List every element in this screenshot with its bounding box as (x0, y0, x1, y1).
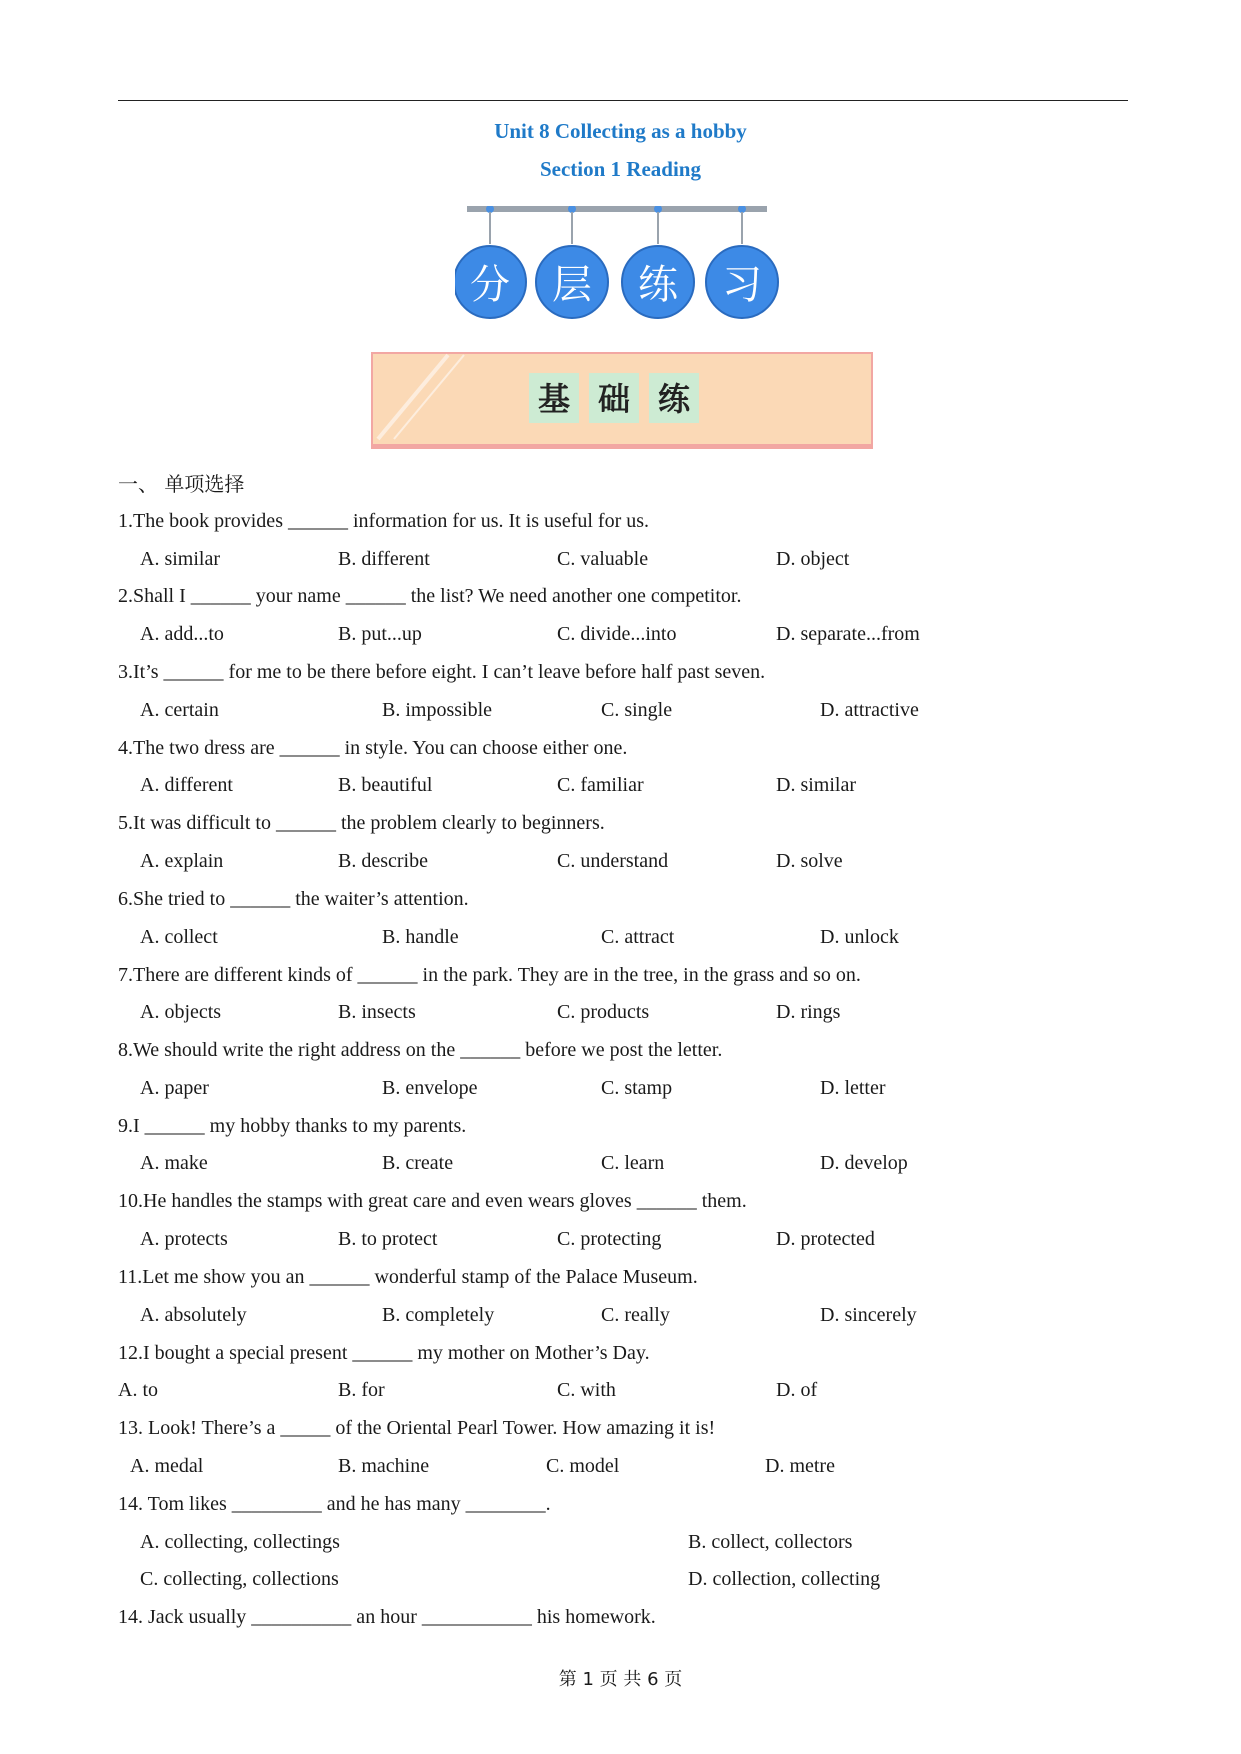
badge-tile-1 (529, 373, 579, 423)
option-6a: A. collect (140, 926, 218, 948)
option-8c: C. stamp (601, 1077, 673, 1099)
layered-practice-banner (455, 206, 790, 326)
option-5c: C. understand (557, 850, 669, 872)
page-footer: 第 1 页 共 6 页 (558, 1669, 683, 1690)
option-8b: B. envelope (382, 1077, 478, 1099)
question-10: 10.He handles the stamps with great care and even wears gloves ______ them. (118, 1190, 747, 1212)
option-3d: D. attractive (820, 699, 919, 721)
option-14d: D. collection, collecting (688, 1568, 881, 1590)
badge-shadow (372, 444, 872, 449)
basic-practice-badge (368, 349, 876, 452)
option-9c: C. learn (601, 1152, 665, 1174)
option-4c: C. familiar (557, 774, 644, 796)
question-5: 5.It was difficult to ______ the problem clearly to beginners. (118, 812, 605, 834)
badge-tile-3 (649, 373, 699, 423)
question-11: 11.Let me show you an ______ wonderful stamp of the Palace Museum. (118, 1266, 698, 1288)
part-label: 一、 单项选择 (118, 472, 245, 496)
unit-title: Unit 8 Collecting as a hobby (494, 119, 747, 143)
banner-char-1: 分 (470, 262, 510, 308)
option-9b: B. create (382, 1152, 454, 1174)
option-10a: A. protects (140, 1228, 228, 1250)
question-4: 4.The two dress are ______ in style. You can choose either one. (118, 737, 628, 759)
banner-char-4: 习 (722, 262, 762, 308)
option-1c: C. valuable (557, 548, 649, 570)
banner-circle-1 (455, 246, 526, 318)
header-rule (118, 100, 1128, 101)
option-11c: C. really (601, 1304, 670, 1326)
banner-circle-3 (622, 246, 694, 318)
banner-char-2: 层 (552, 262, 592, 308)
option-8d: D. letter (820, 1077, 886, 1099)
option-5b: B. describe (338, 850, 428, 872)
option-2c: C. divide...into (557, 623, 677, 645)
option-7d: D. rings (776, 1001, 841, 1023)
option-7b: B. insects (338, 1001, 416, 1023)
option-3a: A. certain (140, 699, 219, 721)
option-12c: C. with (557, 1379, 616, 1401)
option-1a: A. similar (140, 548, 220, 570)
option-14a: A. collecting, collectings (140, 1531, 340, 1553)
option-10c: C. protecting (557, 1228, 662, 1250)
badge-char-1: 基 (537, 380, 571, 418)
banner-circle-4 (706, 246, 778, 318)
option-7a: A. objects (140, 1001, 222, 1023)
option-6c: C. attract (601, 926, 675, 948)
option-13c: C. model (546, 1455, 620, 1477)
option-11d: D. sincerely (820, 1304, 917, 1326)
question-13: 13. Look! There’s a _____ of the Oriental Pearl Tower. How amazing it is! (118, 1417, 716, 1439)
option-5d: D. solve (776, 850, 843, 872)
banner-circle-2 (536, 246, 608, 318)
option-1b: B. different (338, 548, 430, 570)
option-13d: D. metre (765, 1455, 835, 1477)
option-4b: B. beautiful (338, 774, 433, 796)
option-12a: A. to (118, 1379, 158, 1401)
option-8a: A. paper (140, 1077, 209, 1099)
option-6b: B. handle (382, 926, 459, 948)
option-9a: A. make (140, 1152, 208, 1174)
option-9d: D. develop (820, 1152, 908, 1174)
option-2b: B. put...up (338, 623, 422, 645)
question-12: 12.I bought a special present ______ my mother on Mother’s Day. (118, 1342, 650, 1364)
option-14c: C. collecting, collections (140, 1568, 339, 1590)
option-10d: D. protected (776, 1228, 875, 1250)
banner-char-3: 练 (638, 262, 678, 308)
question-6: 6.She tried to ______ the waiter’s attention. (118, 888, 469, 910)
option-13a: A. medal (130, 1455, 204, 1477)
option-10b: B. to protect (338, 1228, 438, 1250)
option-3b: B. impossible (382, 699, 493, 721)
option-1d: D. object (776, 548, 850, 570)
option-5a: A. explain (140, 850, 224, 872)
option-7c: C. products (557, 1001, 650, 1023)
option-12d: D. of (776, 1379, 818, 1401)
question-7: 7.There are different kinds of ______ in the park. They are in the tree, in the grass and so on. (118, 964, 861, 986)
question-8: 8.We should write the right address on the ______ before we post the letter. (118, 1039, 723, 1061)
question-3: 3.It’s ______ for me to be there before eight. I can’t leave before half past seven. (118, 661, 766, 683)
option-4a: A. different (140, 774, 233, 796)
question-14-second: 14. Jack usually __________ an hour ___________ his homework. (118, 1606, 656, 1628)
question-14: 14. Tom likes _________ and he has many ________. (118, 1493, 551, 1515)
banner-bar (467, 206, 767, 212)
option-11a: A. absolutely (140, 1304, 247, 1326)
section-title: Section 1 Reading (539, 157, 701, 181)
option-3c: C. single (601, 699, 673, 721)
option-4d: D. similar (776, 774, 856, 796)
option-2d: D. separate...from (776, 623, 920, 645)
question-1: 1.The book provides ______ information for us. It is useful for us. (118, 510, 650, 532)
question-2: 2.Shall I ______ your name ______ the list? We need another one competitor. (118, 585, 742, 607)
option-6d: D. unlock (820, 926, 899, 948)
option-11b: B. completely (382, 1304, 495, 1326)
option-14b: B. collect, collectors (688, 1531, 853, 1553)
badge-char-3: 练 (657, 380, 691, 418)
question-9: 9.I ______ my hobby thanks to my parents. (118, 1115, 467, 1137)
badge-char-2: 础 (597, 380, 631, 418)
badge-tile-2 (589, 373, 639, 423)
option-12b: B. for (338, 1379, 385, 1401)
option-13b: B. machine (338, 1455, 430, 1477)
option-2a: A. add...to (140, 623, 224, 645)
